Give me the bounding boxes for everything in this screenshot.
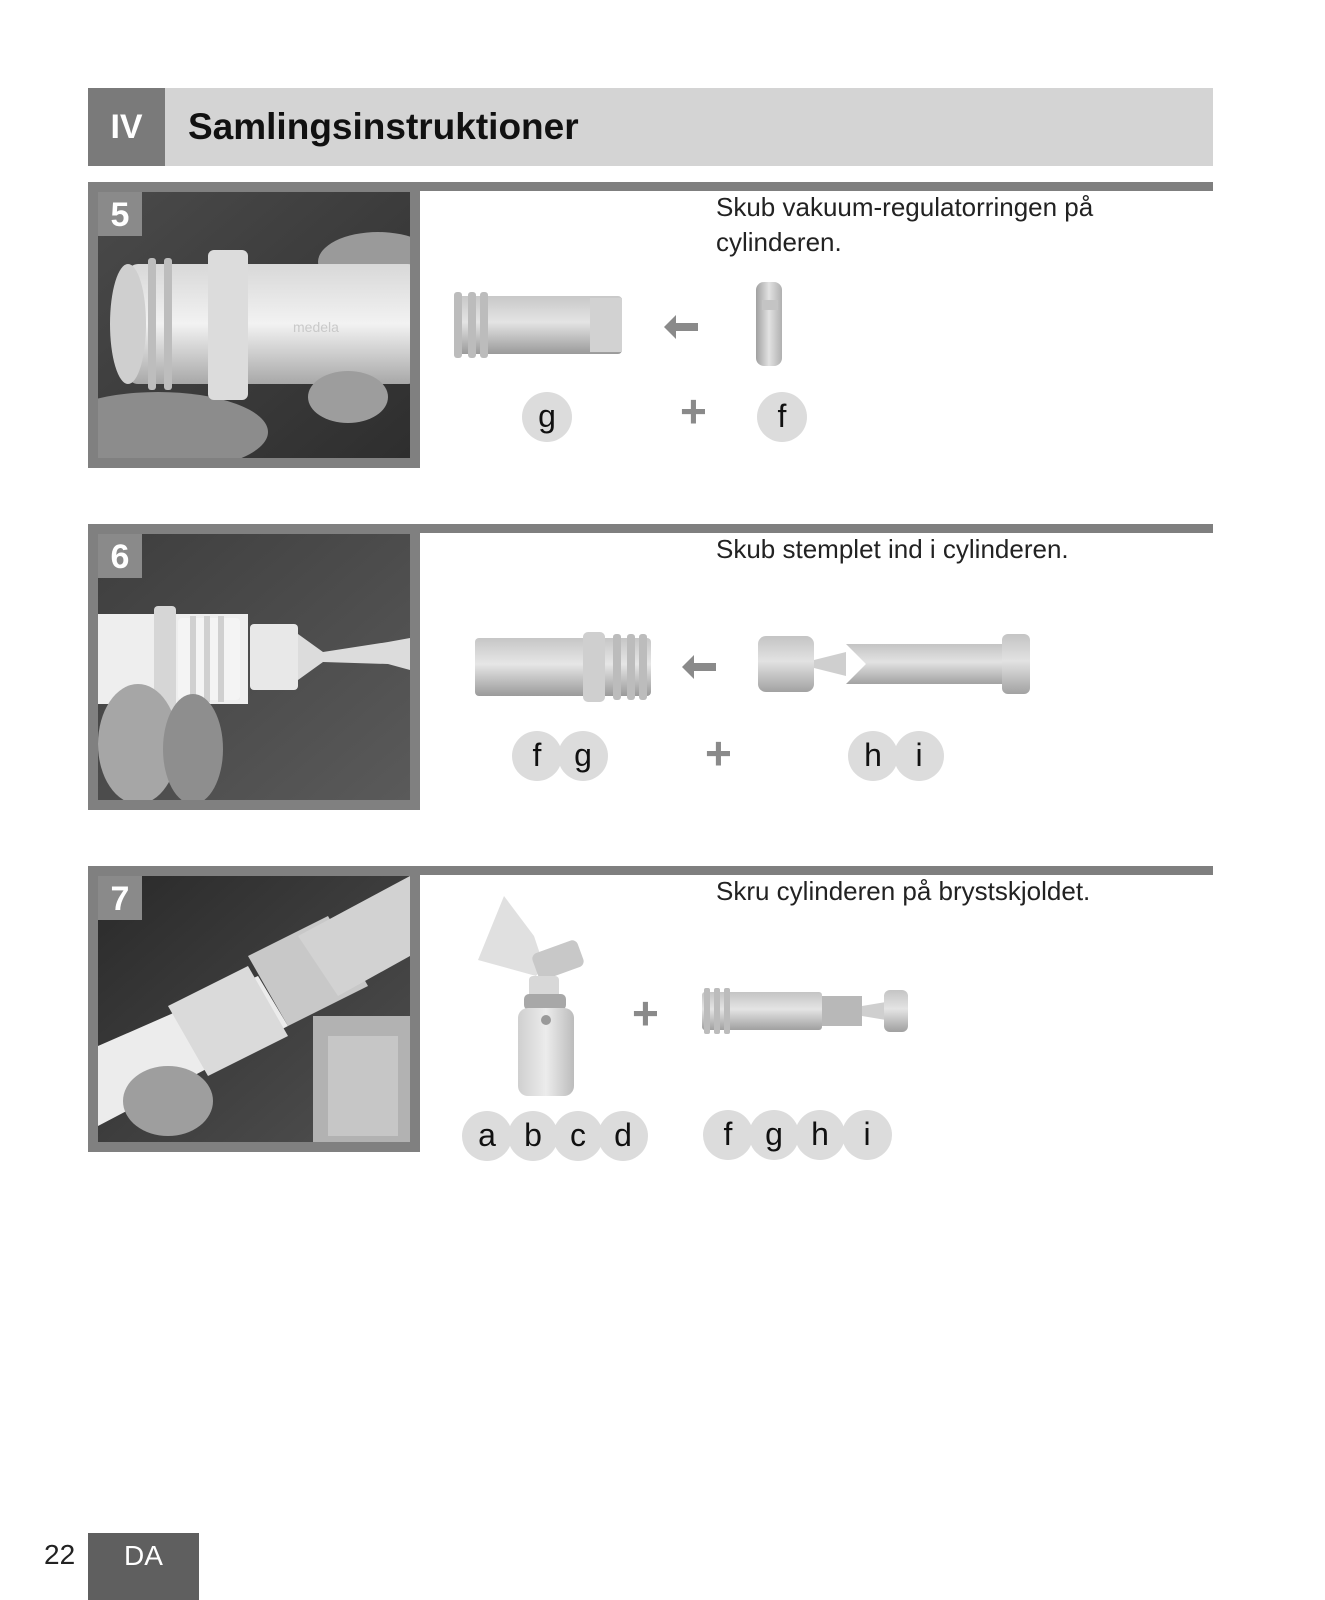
part-label: f — [757, 392, 807, 442]
part-label: g — [749, 1110, 799, 1160]
assembled-cylinder-image — [700, 986, 910, 1036]
page-number: 22 — [44, 1539, 76, 1570]
step-photo — [98, 534, 410, 800]
step-number: 7 — [98, 876, 142, 920]
regulator-ring-image — [752, 280, 786, 368]
part-label: f — [703, 1110, 753, 1160]
photo-frame — [88, 182, 420, 468]
plus-icon: + — [632, 987, 659, 1039]
step-photo — [98, 876, 410, 1142]
arrow-left-icon — [680, 652, 718, 682]
step-instruction: Skru cylinderen på brystskjoldet. — [716, 876, 1091, 906]
breastshield-bottle-image — [474, 896, 594, 1106]
part-label: h — [848, 731, 898, 781]
section-number: IV — [88, 88, 165, 166]
part-label: f — [512, 731, 562, 781]
step-instruction: Skub vakuum-regulatorringen på cylinderen. — [716, 192, 1094, 257]
photo-frame — [88, 524, 420, 810]
part-label: d — [598, 1111, 648, 1161]
step-6 — [88, 524, 1213, 814]
cylinder-with-ring-image — [473, 632, 653, 704]
part-label: g — [522, 392, 572, 442]
cylinder-image — [450, 292, 625, 360]
part-label: h — [795, 1110, 845, 1160]
step-5 — [88, 182, 1213, 472]
part-label: c — [553, 1111, 603, 1161]
part-label: g — [558, 731, 608, 781]
part-label: i — [894, 731, 944, 781]
part-label: b — [508, 1111, 558, 1161]
part-label: i — [842, 1110, 892, 1160]
photo-frame — [88, 866, 420, 1152]
step-7 — [88, 866, 1213, 1156]
plus-icon: + — [680, 385, 707, 437]
language-tab: DA — [88, 1533, 199, 1600]
svg-text:medela: medela — [293, 319, 339, 335]
plus-icon: + — [705, 727, 732, 779]
piston-image — [756, 632, 1032, 696]
part-label: a — [462, 1111, 512, 1161]
step-number: 6 — [98, 534, 142, 578]
step-instruction: Skub stemplet ind i cylinderen. — [716, 534, 1069, 564]
section-title: Samlingsinstruktioner — [188, 106, 579, 147]
step-number: 5 — [98, 192, 142, 236]
step-photo — [98, 192, 410, 458]
arrow-left-icon — [662, 312, 700, 342]
